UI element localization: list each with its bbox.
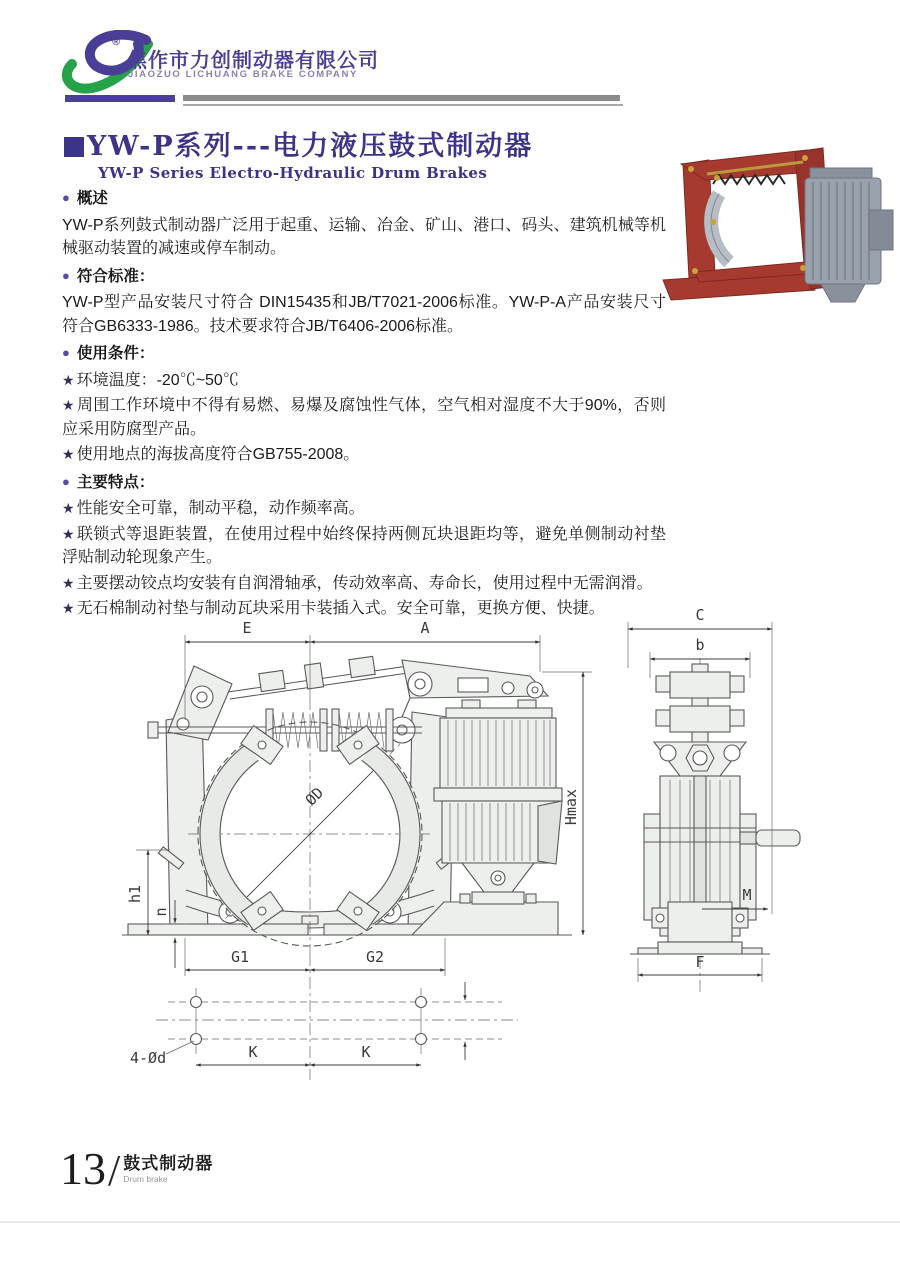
bullet-icon: ● [62,345,70,360]
condition-text: 环境温度：-20℃~50℃ [76,371,239,389]
header-rule-purple [65,95,175,102]
company-name-cn: 焦作市力创制动器有限公司 [127,50,379,72]
dim-label-phiD: ØD [301,783,328,810]
feature-item [62,523,666,570]
star-icon: ★ [62,446,75,462]
heading-text: 概述 [76,190,108,207]
technical-drawing [110,602,810,1107]
feature-text: 无石棉制动衬垫与制动瓦块采用卡装插入式。安全可靠，更换方便、快捷。 [76,600,605,617]
page-bottom-edge [0,1221,900,1223]
dim-label-n: n [152,907,170,917]
condition-text: 使用地点的海拔高度符合GB755-2008。 [76,446,360,463]
feature-item [62,572,666,596]
dim-label-b: b [695,636,705,654]
section-heading-features [62,470,666,495]
page-title-cn: YW-P系列---电力液压鼓式制动器 [87,131,534,162]
section-heading-standards [62,264,666,289]
page-title [64,130,533,163]
registered-trademark-icon: ® [112,36,121,48]
star-icon: ★ [62,397,75,413]
section-heading-overview [62,186,666,211]
overview-paragraph: YW-P系列鼓式制动器广泛用于起重、运输、冶金、矿山、港口、码头、建筑机械等机械驱动装置的减速或停车制动。 [62,216,666,257]
footer-labels [123,1146,213,1184]
feature-text: 主要摆动铰点均安装有自润滑轴承，传动效率高、寿命长，使用过程中无需润滑。 [76,574,653,592]
dim-label-G2: G2 [365,948,385,966]
section-heading-conditions [62,341,666,366]
feature-text: 联锁式等退距装置，在使用过程中始终保持两侧瓦块退距均等，避免单侧制动衬垫浮贴制动轮现象产生。 [62,525,666,566]
page-title-en: YW-P Series Electro-Hydraulic Drum Brakes [98,164,488,182]
heading-text: 使用条件： [76,345,155,362]
dim-label-G1: G1 [230,948,250,966]
condition-item [62,369,666,393]
star-icon: ★ [62,600,75,616]
dim-label-M: M [742,886,752,904]
dim-label-A: A [420,619,430,637]
heading-text: 符合标准： [76,267,155,285]
bullet-icon: ● [62,473,70,489]
standards-paragraph: YW-P型产品安装尺寸符合 DIN15435和JB/T7021-2006标准。YW-P-A产品安装尺寸符合GB6333-1986。技术要求符合JB/T6406-2006标准。 [62,294,666,335]
dim-label-h1: h1 [126,884,144,904]
dim-label-K-left: K [248,1043,258,1061]
footer-label-en: Drum brake [123,1174,168,1184]
page-number: 13 [60,1143,106,1194]
star-icon: ★ [62,574,75,591]
product-photo [655,122,895,317]
front-view [122,656,572,954]
header-rule-underline [183,104,623,106]
condition-item [62,443,666,467]
footer-slash: / [108,1146,121,1195]
feature-item [62,497,666,521]
dim-label-holes: 4-Ød [130,1049,167,1067]
dim-label-C: C [695,606,705,624]
title-square-icon [64,137,84,157]
footer-label-cn: 鼓式制动器 [123,1154,214,1173]
side-view [630,658,800,994]
company-name-en: JIAOZUO LICHUANG BRAKE COMPANY [128,69,358,80]
header-rule-gray [183,95,620,101]
feature-text: 性能安全可靠，制动平稳，动作频率高。 [76,500,365,517]
dim-label-E: E [242,619,252,637]
bullet-icon: ● [62,267,70,283]
dim-label-Hmax: Hmax [562,788,580,826]
body-text [62,183,666,623]
dim-label-F: F [695,953,705,971]
page-footer [60,1143,214,1196]
star-icon: ★ [62,371,75,388]
condition-item [62,394,666,441]
heading-text: 主要特点： [76,473,155,491]
star-icon: ★ [62,525,75,542]
star-icon: ★ [62,500,75,516]
bullet-icon: ● [62,190,70,205]
condition-text: 周围工作环境中不得有易燃、易爆及腐蚀性气体，空气相对湿度不大于90%，否则应采用防腐型产品。 [62,397,666,438]
dim-label-K-right: K [361,1043,371,1061]
